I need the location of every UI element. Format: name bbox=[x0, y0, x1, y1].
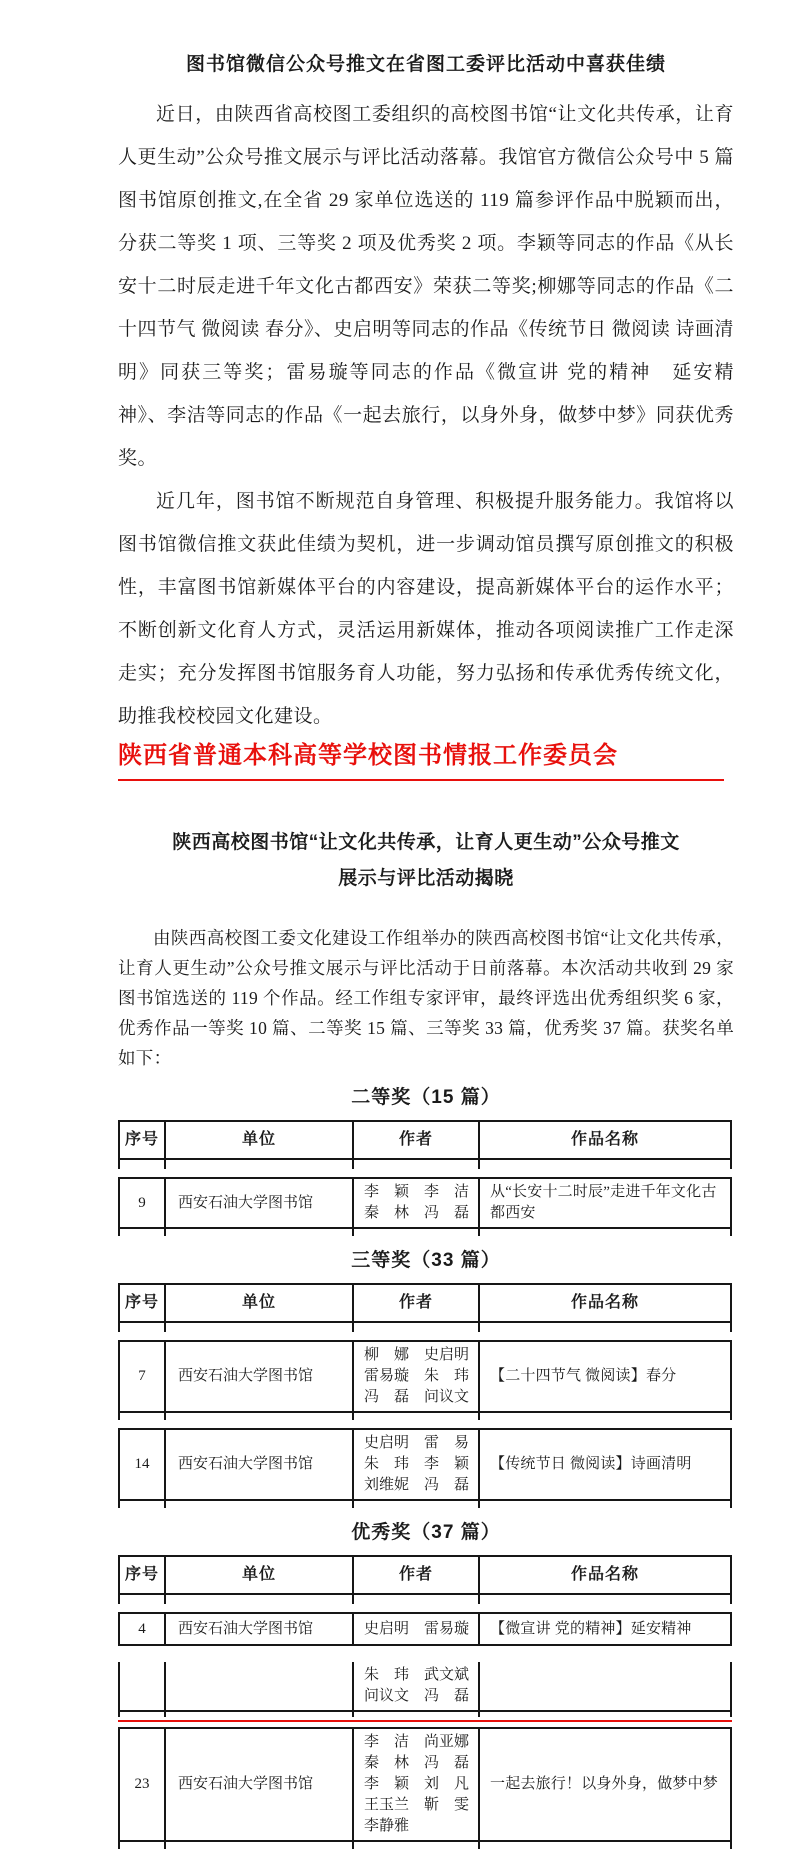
author-name: 朱 玮 李 颖 bbox=[364, 1456, 470, 1472]
header-cell: 作者 bbox=[352, 1557, 478, 1593]
article1-paragraph-2: 近几年，图书馆不断规范自身管理、积极提升服务能力。我馆将以图书馆微信推文获此佳绩为契机，进一步调动馆员撰写原创推文的积极性，丰富图书馆新媒体平台的内容建设，提高新媒体平台的运作水平；不断创新文化育人方式，灵活运用新媒体，推动各项阅读推广工作走深走实；充分发挥图书馆服务育人功能，努力弘扬和传承优秀传统文化，助推我校校园文化建设。 bbox=[118, 491, 734, 727]
stub-line bbox=[478, 1413, 730, 1420]
cell-index: 9 bbox=[138, 1194, 146, 1211]
author-name: 秦 林 冯 磊 bbox=[364, 1755, 470, 1771]
cell-work bbox=[478, 1662, 730, 1710]
stub-line bbox=[352, 1712, 478, 1717]
cell-authors bbox=[352, 1430, 478, 1499]
cell-authors bbox=[352, 1662, 478, 1710]
stub-line bbox=[352, 1501, 478, 1508]
author-name: 朱 玮 武文斌 bbox=[364, 1667, 470, 1683]
author-name: 问议文 冯 磊 bbox=[364, 1688, 470, 1704]
table-row bbox=[118, 1612, 732, 1646]
table-stub bbox=[118, 1229, 732, 1236]
header-cell: 序号 bbox=[124, 1294, 159, 1311]
table-stub bbox=[118, 1595, 732, 1604]
header-cell: 作者 bbox=[352, 1122, 478, 1158]
author-name: 冯 磊 问议文 bbox=[364, 1389, 470, 1405]
stub-line bbox=[478, 1501, 730, 1508]
table-row bbox=[118, 1662, 732, 1712]
table-gap bbox=[118, 1604, 732, 1612]
table-row bbox=[118, 1727, 732, 1842]
author-name: 李 颖 李 洁 bbox=[364, 1184, 470, 1200]
cell-index: 14 bbox=[134, 1456, 150, 1472]
table-gap bbox=[118, 1646, 732, 1662]
cell-work: 【微宣讲 党的精神】延安精神 bbox=[478, 1614, 730, 1644]
table-stub bbox=[118, 1160, 732, 1169]
article2-title-line1: 陕西高校图书馆“让文化共传承，让育人更生动”公众号推文 bbox=[172, 832, 680, 853]
header-cell: 作品名称 bbox=[478, 1122, 730, 1158]
article1-paragraph-1: 近日，由陕西省高校图工委组织的高校图书馆“让文化共传承，让育人更生动”公众号推文展示与评比活动落幕。我馆官方微信公众号中 5 篇图书馆原创推文,在全省 29 家单位选送的 119 篇参评作品中脱颖而出，分获二等奖 1 项、三等奖 2 项及优秀奖 2 项。李颖等同志的作品《从长安十二时辰走进千年文化古都西安》荣获二等奖;柳娜等同志的作品《二十四节气 微阅读 春分》、史启明等同志的作品《传统节日 微阅读 诗画清明》同获三等奖；雷易璇等同志的作品《微宣讲 党的精神 延安精神》、李洁等同志的作品《一起去旅行，以身外身，做梦中梦》同获优秀奖。 bbox=[118, 104, 735, 469]
stub-line bbox=[120, 1413, 164, 1420]
author-name: 李静雅 bbox=[364, 1818, 410, 1834]
stub-line bbox=[352, 1323, 478, 1332]
cell-authors bbox=[352, 1342, 478, 1411]
author-name: 李 颖 刘 凡 bbox=[364, 1776, 470, 1792]
stub-line bbox=[164, 1842, 352, 1849]
stub-line bbox=[352, 1413, 478, 1420]
cell-authors bbox=[352, 1179, 478, 1227]
article-announcement bbox=[118, 825, 734, 1849]
table-row bbox=[118, 1177, 732, 1229]
article1-title: 图书馆微信公众号推文在省图工委评比活动中喜获佳绩 bbox=[185, 54, 666, 75]
stub-line bbox=[164, 1712, 352, 1717]
header-cell: 序号 bbox=[124, 1566, 159, 1583]
cell-work: 【二十四节气 微阅读】春分 bbox=[478, 1342, 730, 1411]
table-gap bbox=[118, 1420, 732, 1428]
table-stub bbox=[118, 1323, 732, 1332]
stub-line bbox=[352, 1160, 478, 1169]
author-name: 秦 林 冯 磊 bbox=[364, 1205, 470, 1221]
committee-signature: 陕西省普通本科高等学校图书情报工作委员会 bbox=[118, 743, 618, 769]
header-cell: 作品名称 bbox=[478, 1557, 730, 1593]
article-news bbox=[118, 50, 734, 781]
table-header-row bbox=[118, 1555, 732, 1595]
header-cell: 单位 bbox=[164, 1122, 352, 1158]
cell-unit bbox=[164, 1662, 352, 1710]
stub-line bbox=[164, 1323, 352, 1332]
cell-index: 23 bbox=[134, 1776, 150, 1792]
stub-line bbox=[120, 1229, 164, 1236]
stub-line bbox=[352, 1842, 478, 1849]
cell-unit: 西安石油大学图书馆 bbox=[164, 1342, 352, 1411]
cell-index: 7 bbox=[138, 1368, 146, 1384]
header-cell: 作品名称 bbox=[478, 1285, 730, 1321]
table-stub bbox=[118, 1712, 732, 1717]
stub-line bbox=[478, 1229, 730, 1236]
stub-line bbox=[120, 1501, 164, 1508]
stub-line bbox=[478, 1712, 730, 1717]
awards-area bbox=[118, 1085, 734, 1849]
author-name: 王玉兰 靳 雯 bbox=[364, 1797, 470, 1813]
stub-line bbox=[352, 1229, 478, 1236]
table-row bbox=[118, 1340, 732, 1413]
stub-line bbox=[478, 1323, 730, 1332]
table-stub bbox=[118, 1842, 732, 1849]
stub-line bbox=[120, 1323, 164, 1332]
header-cell: 序号 bbox=[124, 1131, 159, 1148]
article2-title-line2: 展示与评比活动揭晓 bbox=[338, 868, 514, 889]
cell-work: 【传统节日 微阅读】诗画清明 bbox=[478, 1430, 730, 1499]
table-gap bbox=[118, 1332, 732, 1340]
author-name: 史启明 雷 易 bbox=[364, 1435, 470, 1451]
cell-index bbox=[120, 1662, 164, 1710]
cell-unit: 西安石油大学图书馆 bbox=[164, 1179, 352, 1227]
cell-work: 从“长安十二时辰”走进千年文化古都西安 bbox=[478, 1179, 730, 1227]
cell-index: 4 bbox=[138, 1620, 146, 1637]
author-name: 雷易璇 朱 玮 bbox=[364, 1368, 470, 1384]
stub-line bbox=[478, 1160, 730, 1169]
table-header-row bbox=[118, 1120, 732, 1160]
author-name: 刘维妮 冯 磊 bbox=[364, 1477, 470, 1493]
stub-line bbox=[120, 1842, 164, 1849]
stub-line bbox=[164, 1595, 352, 1604]
cell-authors bbox=[352, 1729, 478, 1840]
stub-line bbox=[120, 1595, 164, 1604]
cell-unit: 西安石油大学图书馆 bbox=[164, 1729, 352, 1840]
article2-paragraph: 由陕西高校图工委文化建设工作组举办的陕西高校图书馆“让文化共传承，让育人更生动”公众号推文展示与评比活动于日前落幕。本次活动共收到 29 家图书馆选送的 119 个作品。经工作组专家评审，最终评选出优秀组织奖 6 家，优秀作品一等奖 10 篇、二等奖 15 篇、三等奖 33 篇，优秀奖 37 篇。获奖名单如下： bbox=[118, 928, 734, 1068]
header-cell: 单位 bbox=[164, 1557, 352, 1593]
author-name: 柳 娜 史启明 bbox=[364, 1347, 470, 1363]
cell-authors bbox=[352, 1614, 478, 1644]
table-stub bbox=[118, 1501, 732, 1508]
stub-line bbox=[352, 1595, 478, 1604]
author-name: 李 洁 尚亚娜 bbox=[364, 1734, 470, 1750]
stub-line bbox=[478, 1842, 730, 1849]
award-section-heading: 二等奖（15 篇） bbox=[351, 1087, 501, 1108]
header-cell: 单位 bbox=[164, 1285, 352, 1321]
cell-unit: 西安石油大学图书馆 bbox=[164, 1430, 352, 1499]
award-section-heading: 优秀奖（37 篇） bbox=[351, 1522, 501, 1543]
stub-line bbox=[120, 1160, 164, 1169]
table-gap bbox=[118, 1169, 732, 1177]
stub-line bbox=[164, 1160, 352, 1169]
table-header-row bbox=[118, 1283, 732, 1323]
cell-unit: 西安石油大学图书馆 bbox=[164, 1614, 352, 1644]
article2-title bbox=[118, 825, 734, 897]
award-section-heading: 三等奖（33 篇） bbox=[351, 1250, 501, 1271]
stub-line bbox=[164, 1413, 352, 1420]
red-underline-rule bbox=[118, 779, 724, 781]
stub-line bbox=[164, 1229, 352, 1236]
stub-line bbox=[164, 1501, 352, 1508]
stub-line bbox=[120, 1712, 164, 1717]
author-name: 史启明 雷易璇 bbox=[364, 1620, 470, 1637]
header-cell: 作者 bbox=[352, 1285, 478, 1321]
table-row bbox=[118, 1428, 732, 1501]
stub-line bbox=[478, 1595, 730, 1604]
table-stub bbox=[118, 1413, 732, 1420]
cell-work: 一起去旅行！以身外身，做梦中梦 bbox=[478, 1729, 730, 1840]
